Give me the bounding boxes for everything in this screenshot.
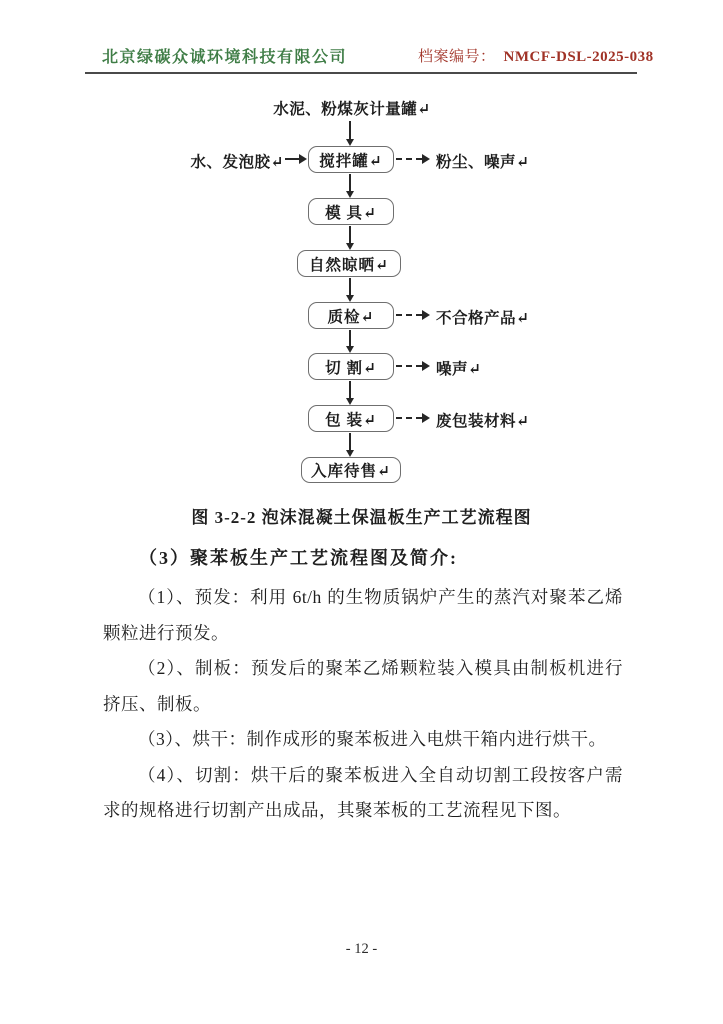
arrow-down-3 bbox=[349, 226, 351, 243]
flow-node-natural-drying: 自然晾晒↵ bbox=[297, 250, 401, 277]
body-text bbox=[103, 580, 623, 829]
page-number: - 12 - bbox=[345, 941, 378, 957]
header-company-name: 北京绿碳众诚环境科技有限公司 bbox=[102, 49, 348, 66]
arrow-right-input bbox=[285, 158, 299, 160]
arrow-down-6 bbox=[349, 381, 351, 398]
paragraph-prefoaming: （1）、预发：利用 6t/h 的生物质锅炉产生的蒸汽对聚苯乙烯颗粒进行预发。 bbox=[103, 587, 623, 643]
archive-value: NMCF-DSL-2025-038 bbox=[503, 49, 654, 65]
arrow-dashed-1 bbox=[396, 158, 422, 160]
arrow-dashed-3 bbox=[396, 365, 422, 367]
arrow-down-1 bbox=[349, 121, 351, 139]
archive-label: 档案编号： bbox=[418, 49, 496, 65]
flow-node-warehouse: 入库待售↵ bbox=[301, 457, 401, 483]
arrow-dashed-2 bbox=[396, 314, 422, 316]
paragraph-drying: （3）、烘干：制作成形的聚苯板进入电烘干箱内进行烘干。 bbox=[138, 729, 607, 749]
arrow-dashed-4 bbox=[396, 417, 422, 419]
arrow-down-7 bbox=[349, 433, 351, 450]
flow-node-mold: 模 具↵ bbox=[308, 198, 394, 225]
flow-emission-waste-packaging: 废包装材料↵ bbox=[436, 413, 530, 430]
flow-emission-dust-noise: 粉尘、噪声↵ bbox=[436, 154, 530, 171]
flow-node-packaging: 包 装↵ bbox=[308, 405, 394, 432]
flow-node-quality-check: 质检↵ bbox=[308, 302, 394, 329]
section-heading: （3）聚苯板生产工艺流程图及简介: bbox=[139, 548, 458, 568]
arrow-down-2 bbox=[349, 174, 351, 191]
flow-node-mixing-tank: 搅拌罐↵ bbox=[308, 146, 394, 173]
paragraph-cutting: （4）、切割：烘干后的聚苯板进入全自动切割工段按客户需求的规格进行切割产出成品，其聚苯板的工艺流程见下图。 bbox=[103, 764, 623, 820]
flow-emission-noise: 噪声↵ bbox=[436, 361, 482, 378]
paragraph-board-making: （2）、制板：预发后的聚苯乙烯颗粒装入模具由制板机进行挤压、制板。 bbox=[103, 658, 623, 714]
arrow-down-5 bbox=[349, 330, 351, 346]
figure-caption: 图 3-2-2 泡沫混凝土保温板生产工艺流程图 bbox=[191, 508, 532, 527]
arrow-down-4 bbox=[349, 278, 351, 295]
flow-emission-rejects: 不合格产品↵ bbox=[436, 310, 530, 327]
flow-node-cutting: 切 割↵ bbox=[308, 353, 394, 380]
flow-input-top-label: 水泥、粉煤灰计量罐↵ bbox=[273, 101, 431, 118]
flow-input-left-label: 水、发泡胶↵ bbox=[190, 154, 284, 171]
